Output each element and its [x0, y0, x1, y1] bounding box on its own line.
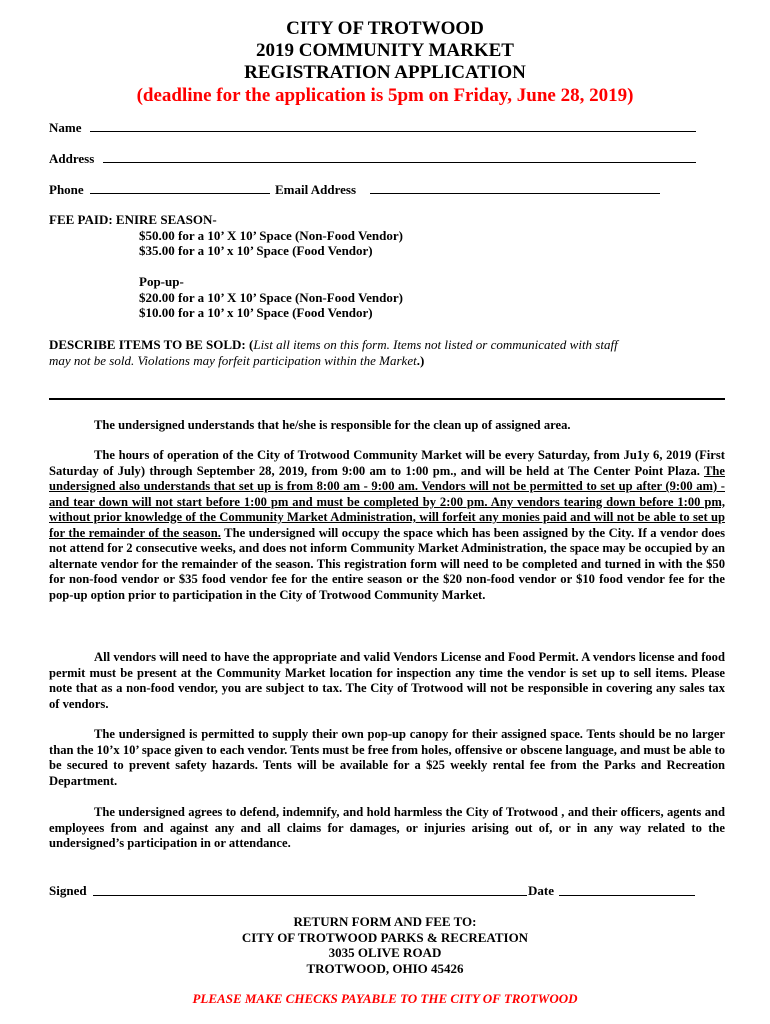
- describe-items-line2: [49, 353, 424, 368]
- deadline-notice: (deadline for the application is 5pm on Friday, June 28, 2019): [136, 85, 634, 106]
- setup-rules-text: The undersigned also understands that set up is from 8:00 am - 9:00 am. Vendors will not be permitted to set up after (9:00 am) - and tear down will not start before 1:00 pm and must be completed by 2:00 pm. Any vendors tearing down before 1:00 pm, without prior knowledge of the Community Market Administration, will forfeit any monies paid and will not be able to set up for the remainder of the season.: [49, 463, 726, 540]
- date-field[interactable]: [559, 895, 695, 896]
- describe-items-note-1: List all items on this form. Items not listed or communicated with staff: [253, 337, 618, 352]
- title-city: CITY OF TROTWOOD: [286, 18, 484, 39]
- license-paragraph: [49, 650, 725, 712]
- checks-payable-notice: PLEASE MAKE CHECKS PAYABLE TO THE CITY OF TROTWOOD: [192, 991, 578, 1006]
- fee-popup-nonfood: $20.00 for a 10’ X 10’ Space (Non-Food Vendor): [139, 290, 403, 305]
- fee-season-food: $35.00 for a 10’ x 10’ Space (Food Vendor): [139, 243, 373, 258]
- license-text: All vendors will need to have the appropriate and valid Vendors License and Food Permit. A vendors license and food permit must be present at the Community Market location for inspection any time the vendor is set up to sell items. Please note that as a non-food vendor, you are subject to tax. The City of Trotwood will not be responsible in covering any sales tax of vendors.: [49, 650, 725, 711]
- indemnify-text: The undersigned agrees to defend, indemnify, and hold harmless the City of Trotwood , and their officers, agents and employees from and against any and all claims for damages, or injuries arising out of, or in any way related to the undersigned’s participation in or attendance.: [49, 805, 725, 850]
- fee-season-heading: FEE PAID: ENIRE SEASON-: [49, 212, 217, 227]
- name-field[interactable]: [90, 131, 696, 132]
- address-label: Address: [49, 151, 95, 166]
- fee-popup-food: $10.00 for a 10’ x 10’ Space (Food Vendor): [139, 305, 373, 320]
- describe-items-note-2: may not be sold. Violations may forfeit participation within the Market: [49, 353, 417, 368]
- describe-items-label: DESCRIBE ITEMS TO BE SOLD: (: [49, 337, 254, 352]
- canopy-text: The undersigned is permitted to supply their own pop-up canopy for their assigned space. Tents should be no larger than the 10’x 10’ space given to each vendor. Tents must be free from holes, offensive or obscene language, and must be able to be secured to prevent safety hazards. Tents will be available for a $25 weekly rental fee from the Parks and Recreation Department.: [49, 727, 725, 788]
- indemnify-paragraph: [49, 805, 725, 852]
- cleanup-paragraph: [49, 418, 725, 434]
- describe-items-field[interactable]: [49, 398, 725, 400]
- title-market: 2019 COMMUNITY MARKET: [256, 40, 514, 61]
- return-city: TROTWOOD, OHIO 45426: [306, 961, 464, 976]
- hours-text: The hours of operation of the City of Trotwood Community Market will be every Saturday, from Ju1y 6, 2019 (First Saturday of July) through September 28, 2019, from 9:00 am to 1:00 pm., and will be held at The Center Point Plaza.: [49, 448, 725, 478]
- return-street: 3035 OLIVE ROAD: [328, 945, 442, 960]
- email-label: Email Address: [275, 182, 357, 197]
- occupancy-text: The undersigned will occupy the space which has been assigned by the City. If a vendor does not attend for 2 consecutive weeks, and does not inform Community Market Administration, the space may be occupied by an alternate vendor for the remainder of the season. This registration form will need to be completed and turned in with the $50 for non-food vendor or $35 food vendor fee for the entire season or the $20 non-food vendor or $10 food vendor fee for the pop-up option prior to participation in the City of Trotwood Community Market.: [49, 525, 725, 602]
- phone-field[interactable]: [90, 193, 270, 194]
- hours-paragraph: [49, 448, 725, 603]
- title-application: REGISTRATION APPLICATION: [244, 62, 526, 83]
- cleanup-text: The undersigned understands that he/she is responsible for the clean up of assigned area.: [94, 418, 571, 432]
- describe-items-close: .): [416, 353, 425, 368]
- email-field[interactable]: [370, 193, 660, 194]
- describe-items-line1: [49, 337, 618, 352]
- signature-field[interactable]: [93, 895, 527, 896]
- return-department: CITY OF TROTWOOD PARKS & RECREATION: [241, 930, 529, 945]
- phone-label: Phone: [49, 182, 84, 197]
- name-label: Name: [49, 120, 82, 135]
- return-heading: RETURN FORM AND FEE TO:: [293, 914, 477, 929]
- signed-label: Signed: [49, 883, 87, 898]
- canopy-paragraph: [49, 727, 725, 789]
- date-label: Date: [528, 883, 554, 898]
- fee-popup-heading: Pop-up-: [139, 274, 184, 289]
- address-field[interactable]: [103, 162, 696, 163]
- fee-season-nonfood: $50.00 for a 10’ X 10’ Space (Non-Food Vendor): [139, 228, 403, 243]
